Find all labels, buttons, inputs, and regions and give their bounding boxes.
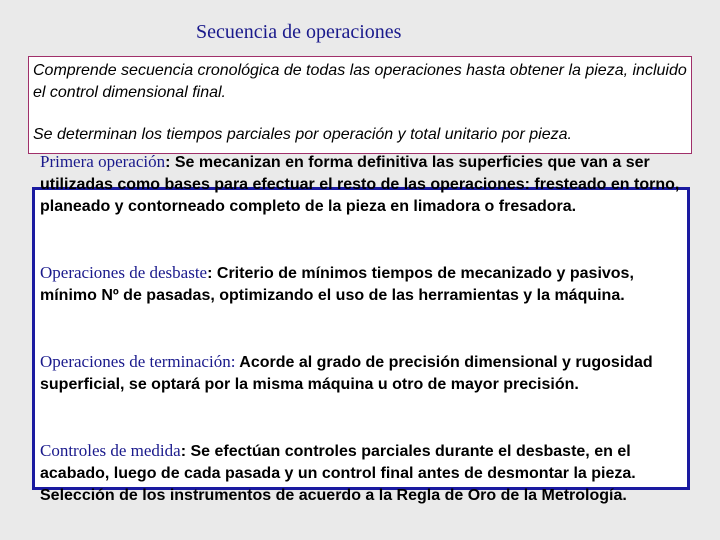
paragraph-text: Criterio de mínimos tiempos de mecanizado y pasivos, mínimo Nº de pasadas, optimizando el uso de las herramientas y la máquina. — [40, 265, 634, 304]
term-first-operation: Primera operación — [40, 152, 166, 171]
intro-text-times: Se determinan los tiempos parciales por operación y total unitario por pieza. — [33, 126, 572, 143]
separator: : — [207, 265, 217, 282]
paragraph-text: Se mecanizan en forma definitiva las superficies que van a ser utilizadas como bases para efectuar el resto de las operaciones: fresteado en torno, planeado y contorneado completo de la pieza en limadora o fresadora. — [40, 154, 680, 215]
separator: : — [165, 154, 175, 171]
term-roughing: Operaciones de desbaste — [40, 263, 208, 282]
paragraph-finishing — [40, 351, 690, 396]
term-finishing: Operaciones de terminación: — [40, 352, 236, 371]
paragraph-text: Se efectúan controles parciales durante el desbaste, en el acabado, luego de cada pasada y un control final antes de desmontar la pieza. Selección de los instrumentos de acuerdo a la Regla de Oro de la Metrología. — [40, 443, 636, 504]
separator: : — [180, 443, 191, 460]
paragraph-roughing — [40, 262, 690, 307]
slide-title: Secuencia de operaciones — [196, 21, 402, 43]
paragraph-measurement-controls — [40, 440, 690, 507]
intro-text-sequence: Comprende secuencia cronológica de todas las operaciones hasta obtener la pieza, incluido el control dimensional final. — [33, 62, 687, 101]
term-measurement-controls: Controles de medida — [40, 441, 181, 460]
paragraph-first-operation — [40, 151, 690, 218]
paragraph-text: Acorde al grado de precisión dimensional y rugosidad superficial, se optará por la misma máquina u otro de mayor precisión. — [40, 354, 653, 393]
